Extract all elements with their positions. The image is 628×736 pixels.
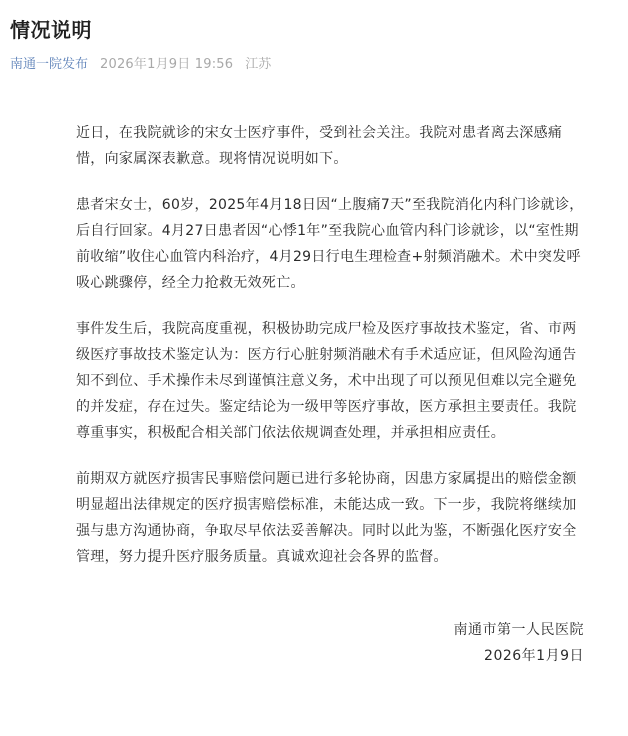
signature-date: 2026年1月9日 [484, 648, 584, 664]
article-paragraph-2: 患者宋女士，60岁，2025年4月18日因“上腹痛7天”至我院消化内科门诊就诊，后自行回家。4月27日患者因“心悸1年”至我院心血管内科门诊就诊，以“室性期前收缩”收住心血管内科治疗，4月29日行电生理检查+射频消融术。术中突发呼吸心跳骤停，经全力抢救无效死亡。 [76, 197, 584, 291]
publisher-link[interactable]: 南通一院发布 [10, 57, 89, 72]
article-title: 情况说明 [10, 18, 92, 42]
article-body [76, 120, 586, 590]
article-paragraph-1: 近日，在我院就诊的宋女士医疗事件，受到社会关注。我院对患者离去深感痛惜，向家属深表歉意。现将情况说明如下。 [76, 125, 563, 167]
signature-organization: 南通市第一人民医院 [453, 622, 584, 638]
article-paragraph-3: 事件发生后，我院高度重视，积极协助完成尸检及医疗事故技术鉴定，省、市两级医疗事故技术鉴定认为：医方行心脏射频消融术有手术适应证，但风险沟通告知不到位、手术操作未尽到谨慎注意义务，术中出现了可以预见但难以完全避免的并发症，存在过失。鉴定结论为一级甲等医疗事故，医方承担主要责任。我院尊重事实，积极配合相关部门依法依规调查处理，并承担相应责任。 [76, 321, 577, 441]
publish-time: 2026年1月9日 19:56 [100, 57, 234, 72]
article-meta [10, 58, 271, 71]
publish-region: 江苏 [245, 57, 272, 72]
article-signature [454, 617, 585, 669]
article-paragraph-4: 前期双方就医疗损害民事赔偿问题已进行多轮协商，因患方家属提出的赔偿金额明显超出法律规定的医疗损害赔偿标准，未能达成一致。下一步，我院将继续加强与患方沟通协商，争取尽早依法妥善解决。同时以此为鉴，不断强化医疗安全管理，努力提升医疗服务质量。真诚欢迎社会各界的监督。 [76, 471, 577, 565]
